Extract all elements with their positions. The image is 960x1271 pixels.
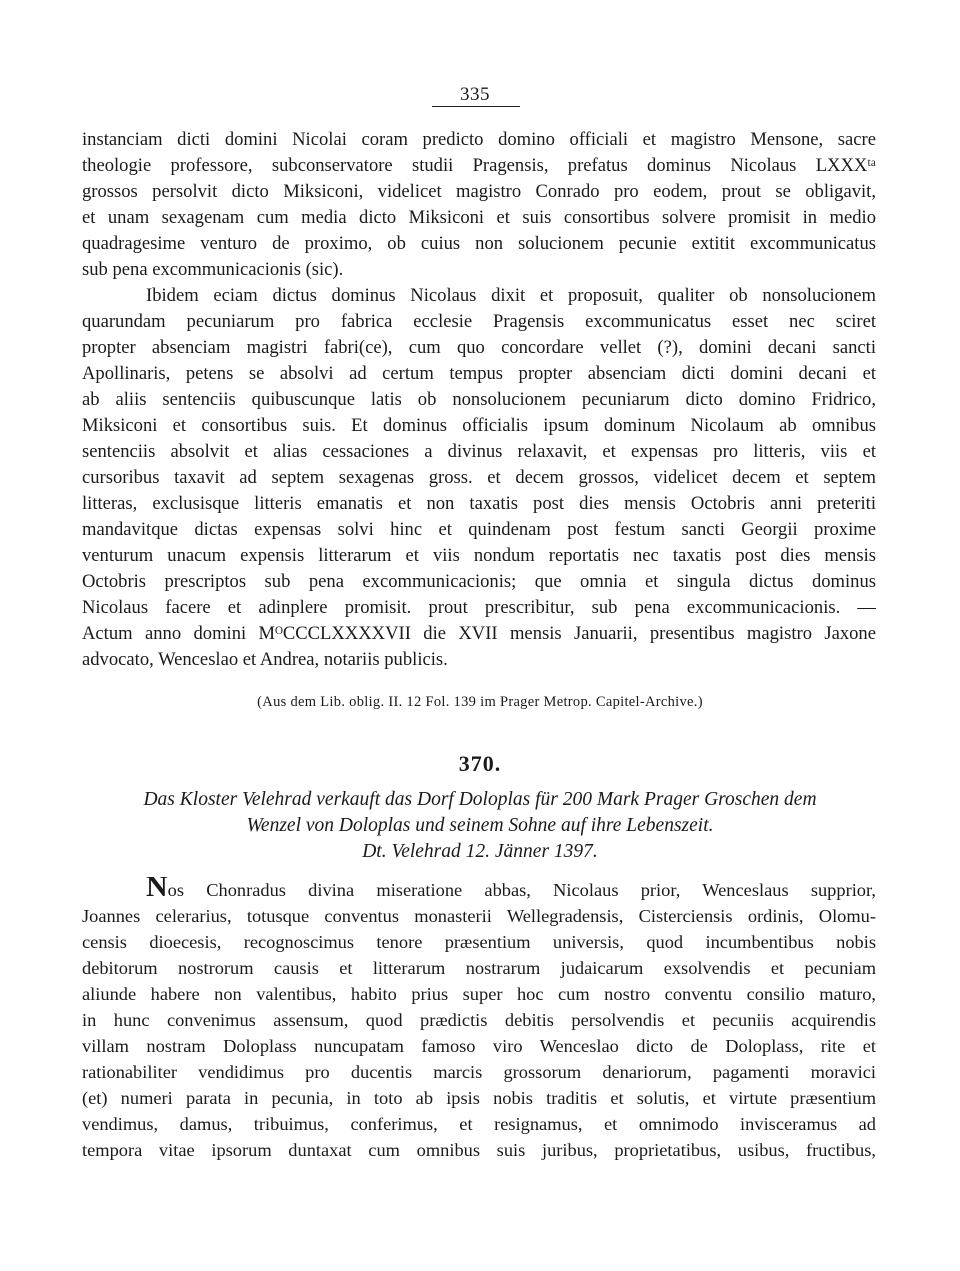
paragraph-2-line: Ibidem eciam dictus dominus Nicolaus dixit et proposuit, qualiter ob nonsolucionem (146, 285, 876, 306)
page-number: 335 (460, 84, 490, 105)
page-number-rule (432, 106, 520, 107)
document-number: 370. (458, 751, 502, 776)
body-line: rationabiliter vendidimus pro ducentis marcis grossorum denariorum, pagamenti moravici (82, 1062, 876, 1082)
paragraph-1-line: grossos persolvit dicto Miksiconi, videlicet magistro Conrado pro eodem, prout se obligavit, (82, 181, 876, 202)
paragraph-2-line: cursoribus taxavit ad septem sexagenas gross. et decem grossos, videlicet decem et septem (82, 467, 876, 488)
body-line: debitorum nostrorum causis et litterarum nostrarum judaicarum exsolvendis et pecuniam (82, 958, 876, 978)
paragraph-1-line: theologie professore, subconservatore studii Pragensis, prefatus dominus Nicolaus LXXXᵗᵃ (82, 155, 876, 176)
dropcap-letter: N (146, 877, 168, 903)
paragraph-2-line: litteras, exclusisque litteris emanatis et non taxatis post dies mensis Octobris anni preteriti (82, 493, 876, 514)
paragraph-2-line: advocato, Wenceslao et Andrea, notariis publicis. (82, 649, 448, 670)
paragraph-1-line: sub pena excommunicacionis (sic). (82, 259, 344, 280)
paragraph-1-line: instanciam dicti domini Nicolai coram predicto domino officiali et magistro Mensone, sacre (82, 129, 876, 150)
body-first-line (146, 877, 876, 903)
body-line: (et) numeri parata in pecunia, in toto ab ipsis nobis traditis et solutis, et virtute præsentium (82, 1088, 876, 1108)
paragraph-2-line: quarundam pecuniarum pro fabrica ecclesie Pragensis excommunicatus esset nec sciret (82, 311, 876, 332)
source-note: (Aus dem Lib. oblig. II. 12 Fol. 139 im Prager Metrop. Capitel-Archive.) (257, 694, 703, 710)
body-first-line-text: os Chonradus divina miseratione abbas, Nicolaus prior, Wenceslaus supprior, (167, 880, 876, 900)
body-line: villam nostram Doloplass nuncupatam famoso viro Wenceslao dicto de Doloplass, rite et (82, 1036, 876, 1056)
paragraph-1-line: quadragesime venturo de proximo, ob cuius non solucionem pecunie extitit excommunicatus (82, 233, 876, 254)
paragraph-2-line: Miksiconi et consortibus suis. Et dominus officialis ipsum dominum Nicolaum ab omnibus (82, 415, 876, 436)
paragraph-2-line: Octobris prescriptos sub pena excommunicacionis; que omnia et singula dictus dominus (82, 571, 876, 592)
document-heading-line: Das Kloster Velehrad verkauft das Dorf Doloplas für 200 Mark Prager Groschen dem (143, 789, 817, 810)
paragraph-2-line: mandavitque dictas expensas solvi hinc et quindenam post festum sancti Georgii proxime (82, 519, 876, 540)
paragraph-2-line: propter absenciam magistri fabri(ce), cum quo concordare vellet (?), domini decani sancti (82, 337, 876, 358)
paragraph-2-line: sentenciis absolvit et alias cessaciones a divinus relaxavit, et expensas pro litteris, viis et (82, 441, 876, 462)
paragraph-2-line: Nicolaus facere et adinplere promisit. prout prescribitur, sub pena excommunicacionis. — (82, 597, 876, 618)
document-heading-line: Wenzel von Doloplas und seinem Sohne auf ihre Lebenszeit. (246, 815, 714, 836)
paragraph-1-line: et unam sexagenam cum media dicto Miksiconi et suis consortibus solvere promisit in medio (82, 207, 876, 228)
paragraph-2-line: Actum anno domini MᴼCCCLXXXXVII die XVII mensis Januarii, presentibus magistro Jaxone (82, 623, 876, 644)
paragraph-2-line: Apollinaris, petens se absolvi ad certum tempus propter absenciam dicti domini decani et (82, 363, 876, 384)
body-line: Joannes celerarius, totusque conventus monasterii Wellegradensis, Cisterciensis ordinis, Olomu- (82, 906, 876, 926)
body-line: censis dioecesis, recognoscimus tenore præsentium universis, quod incumbentibus nobis (82, 932, 876, 952)
body-line: tempora vitae ipsorum duntaxat cum omnibus suis juribus, proprietatibus, usibus, fructibus, (82, 1140, 876, 1160)
document-heading-line: Dt. Velehrad 12. Jänner 1397. (362, 841, 598, 862)
paragraph-2-line: ab aliis sentenciis quibuscunque latis ob nonsolucionem pecuniarum dicto domino Fridrico, (82, 389, 876, 410)
paragraph-2-line: venturum unacum expensis litterarum et viis nondum reportatis nec taxatis post dies mensis (82, 545, 876, 566)
body-line: aliunde habere non valentibus, habito prius super hoc cum nostro conventu consilio maturo, (82, 984, 876, 1004)
body-line: in hunc convenimus assensum, quod prædictis debitis persolvendis et pecuniis acquirendis (82, 1010, 876, 1030)
body-line: vendimus, damus, tribuimus, conferimus, et resignamus, et omnimodo invisceramus ad (82, 1114, 876, 1134)
